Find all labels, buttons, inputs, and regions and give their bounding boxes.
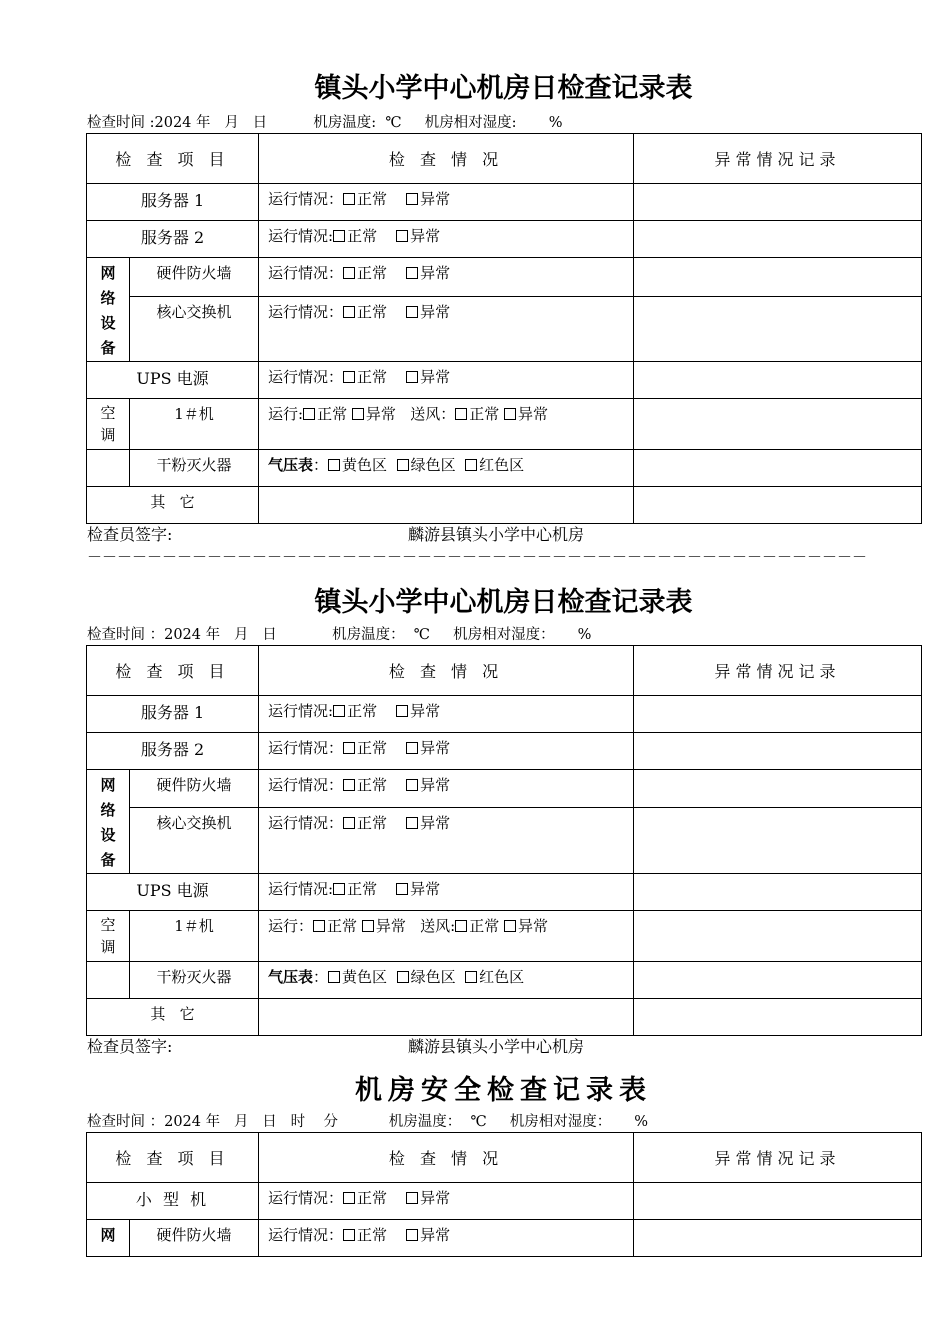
status-cell: 运行情况： 正常 异常 [259, 808, 634, 874]
item-label: 小 型 机 [87, 1183, 259, 1220]
form2-table [86, 645, 922, 1036]
checkbox[interactable] [406, 267, 418, 279]
checkbox[interactable] [504, 408, 516, 420]
checkbox[interactable] [406, 193, 418, 205]
row-ac1 [87, 911, 922, 962]
abnormal-cell[interactable] [634, 911, 922, 962]
row-switch [87, 297, 922, 362]
header-status: 检 查 情 况 [259, 1133, 634, 1183]
row-other [87, 487, 922, 524]
status-cell: 运行情况： 正常 异常 [259, 1183, 634, 1220]
checkbox[interactable] [328, 459, 340, 471]
checkbox[interactable] [396, 883, 408, 895]
abnormal-cell[interactable] [634, 770, 922, 808]
row-minicomputer [87, 1183, 922, 1220]
checkbox[interactable] [343, 817, 355, 829]
item-label: UPS 电源 [87, 874, 259, 911]
group-network: 网 [87, 1220, 130, 1257]
abnormal-cell[interactable] [634, 1220, 922, 1257]
checkbox[interactable] [406, 779, 418, 791]
header-status: 检 查 情 况 [259, 646, 634, 696]
item-label: 服务器 2 [87, 733, 259, 770]
checkbox[interactable] [396, 705, 408, 717]
cut-line-separator: －－－－－－－－－－－－－－－－－－－－－－－－－－－－－－－－－－－－－－－－－－－－－－－－－－－－ [87, 548, 868, 566]
item-label: 服务器 1 [87, 184, 259, 221]
status-cell: 气压表： 黄色区 绿色区 红色区 [259, 450, 634, 487]
status-cell: 运行： 正常 异常 送风: 正常 异常 [259, 911, 634, 962]
status-cell[interactable] [259, 487, 634, 524]
status-cell: 运行情况： 正常 异常 [259, 1220, 634, 1257]
form1-title: 镇头小学中心机房日检查记录表 [314, 73, 693, 104]
row-firewall [87, 258, 922, 297]
checkbox[interactable] [396, 230, 408, 242]
row-ups [87, 362, 922, 399]
abnormal-cell[interactable] [634, 962, 922, 999]
row-ac1 [87, 399, 922, 450]
abnormal-cell[interactable] [634, 999, 922, 1036]
checkbox[interactable] [333, 230, 345, 242]
abnormal-cell[interactable] [634, 1183, 922, 1220]
form2-meta: 检查时间 ：2024 年 月 日 机房温度： ℃ 机房相对湿度： % [87, 627, 592, 643]
checkbox[interactable] [303, 408, 315, 420]
item-label: 1＃机 [130, 911, 259, 962]
row-server1 [87, 696, 922, 733]
checkbox[interactable] [406, 817, 418, 829]
form2-organization: 麟游县镇头小学中心机房 [408, 1037, 585, 1056]
checkbox[interactable] [406, 306, 418, 318]
status-cell[interactable] [259, 999, 634, 1036]
row-ups [87, 874, 922, 911]
header-item: 检 查 项 目 [87, 646, 259, 696]
table-header-row [87, 1133, 922, 1183]
item-label: 其 它 [87, 999, 259, 1036]
form1-table [86, 133, 922, 524]
abnormal-cell[interactable] [634, 733, 922, 770]
checkbox[interactable] [455, 408, 467, 420]
item-label: 硬件防火墙 [130, 770, 259, 808]
item-label: UPS 电源 [87, 362, 259, 399]
abnormal-cell[interactable] [634, 696, 922, 733]
form2-inspector-signature: 检查员签字: [87, 1037, 173, 1056]
item-label: 核心交换机 [130, 808, 259, 874]
row-extinguisher [87, 450, 922, 487]
checkbox[interactable] [397, 459, 409, 471]
status-cell: 气压表： 黄色区 绿色区 红色区 [259, 962, 634, 999]
item-label: 核心交换机 [130, 297, 259, 362]
status-cell: 运行情况： 正常 异常 [259, 184, 634, 221]
status-cell: 运行情况: 正常 异常 [259, 696, 634, 733]
form1-inspector-signature: 检查员签字: [87, 525, 173, 544]
abnormal-cell[interactable] [634, 221, 922, 258]
checkbox[interactable] [465, 971, 477, 983]
row-server2 [87, 733, 922, 770]
abnormal-cell[interactable] [634, 362, 922, 399]
group-ac: 空调 [87, 911, 130, 962]
blank-cell [87, 450, 130, 487]
header-abnormal: 异常情况记录 [634, 134, 922, 184]
item-label: 服务器 2 [87, 221, 259, 258]
header-abnormal: 异常情况记录 [634, 1133, 922, 1183]
group-network: 网络设备 [87, 258, 130, 362]
row-server2 [87, 221, 922, 258]
item-label: 干粉灭火器 [130, 450, 259, 487]
status-cell: 运行情况： 正常 异常 [259, 733, 634, 770]
form3-meta: 检查时间 ：2024 年 月 日 时 分 机房温度： ℃ 机房相对湿度： % [87, 1114, 649, 1130]
checkbox[interactable] [397, 971, 409, 983]
table-header-row [87, 134, 922, 184]
checkbox[interactable] [406, 1229, 418, 1241]
form3-title: 机房安全检查记录表 [355, 1075, 652, 1106]
abnormal-cell[interactable] [634, 874, 922, 911]
group-ac: 空调 [87, 399, 130, 450]
item-label: 硬件防火墙 [130, 258, 259, 297]
checkbox[interactable] [343, 306, 355, 318]
checkbox[interactable] [406, 371, 418, 383]
checkbox[interactable] [343, 779, 355, 791]
form2-title: 镇头小学中心机房日检查记录表 [314, 587, 693, 618]
item-label: 干粉灭火器 [130, 962, 259, 999]
checkbox[interactable] [362, 920, 374, 932]
checkbox[interactable] [406, 1192, 418, 1204]
item-label: 服务器 1 [87, 696, 259, 733]
row-switch [87, 808, 922, 874]
blank-cell [87, 962, 130, 999]
status-cell: 运行情况： 正常 异常 [259, 770, 634, 808]
abnormal-cell[interactable] [634, 487, 922, 524]
abnormal-cell[interactable] [634, 450, 922, 487]
item-label: 其 它 [87, 487, 259, 524]
status-cell: 运行: 正常 异常 送风： 正常 异常 [259, 399, 634, 450]
item-label: 1＃机 [130, 399, 259, 450]
header-abnormal: 异常情况记录 [634, 646, 922, 696]
checkbox[interactable] [352, 408, 364, 420]
row-extinguisher [87, 962, 922, 999]
row-other [87, 999, 922, 1036]
abnormal-cell[interactable] [634, 808, 922, 874]
form1-organization: 麟游县镇头小学中心机房 [408, 525, 585, 544]
header-status: 检 查 情 况 [259, 134, 634, 184]
checkbox[interactable] [343, 1192, 355, 1204]
abnormal-cell[interactable] [634, 184, 922, 221]
checkbox[interactable] [343, 371, 355, 383]
form1-meta: 检查时间 :2024 年 月 日 机房温度: ℃ 机房相对湿度: % [87, 115, 563, 131]
item-label: 硬件防火墙 [130, 1220, 259, 1257]
checkbox[interactable] [406, 742, 418, 754]
row-firewall [87, 1220, 922, 1257]
status-cell: 运行情况： 正常 异常 [259, 297, 634, 362]
abnormal-cell[interactable] [634, 399, 922, 450]
row-firewall [87, 770, 922, 808]
checkbox[interactable] [333, 705, 345, 717]
group-network: 网络设备 [87, 770, 130, 874]
status-cell: 运行情况: 正常 异常 [259, 874, 634, 911]
checkbox[interactable] [465, 459, 477, 471]
checkbox[interactable] [328, 971, 340, 983]
table-header-row [87, 646, 922, 696]
status-cell: 运行情况： 正常 异常 [259, 362, 634, 399]
status-cell: 运行情况: 正常 异常 [259, 221, 634, 258]
status-cell: 运行情况： 正常 异常 [259, 258, 634, 297]
checkbox[interactable] [343, 1229, 355, 1241]
form3-table [86, 1132, 922, 1257]
row-server1 [87, 184, 922, 221]
checkbox[interactable] [343, 193, 355, 205]
checkbox[interactable] [313, 920, 325, 932]
abnormal-cell[interactable] [634, 258, 922, 297]
checkbox[interactable] [343, 267, 355, 279]
checkbox[interactable] [343, 742, 355, 754]
checkbox[interactable] [504, 920, 516, 932]
header-item: 检 查 项 目 [87, 134, 259, 184]
abnormal-cell[interactable] [634, 297, 922, 362]
checkbox[interactable] [455, 920, 467, 932]
checkbox[interactable] [333, 883, 345, 895]
header-item: 检 查 项 目 [87, 1133, 259, 1183]
